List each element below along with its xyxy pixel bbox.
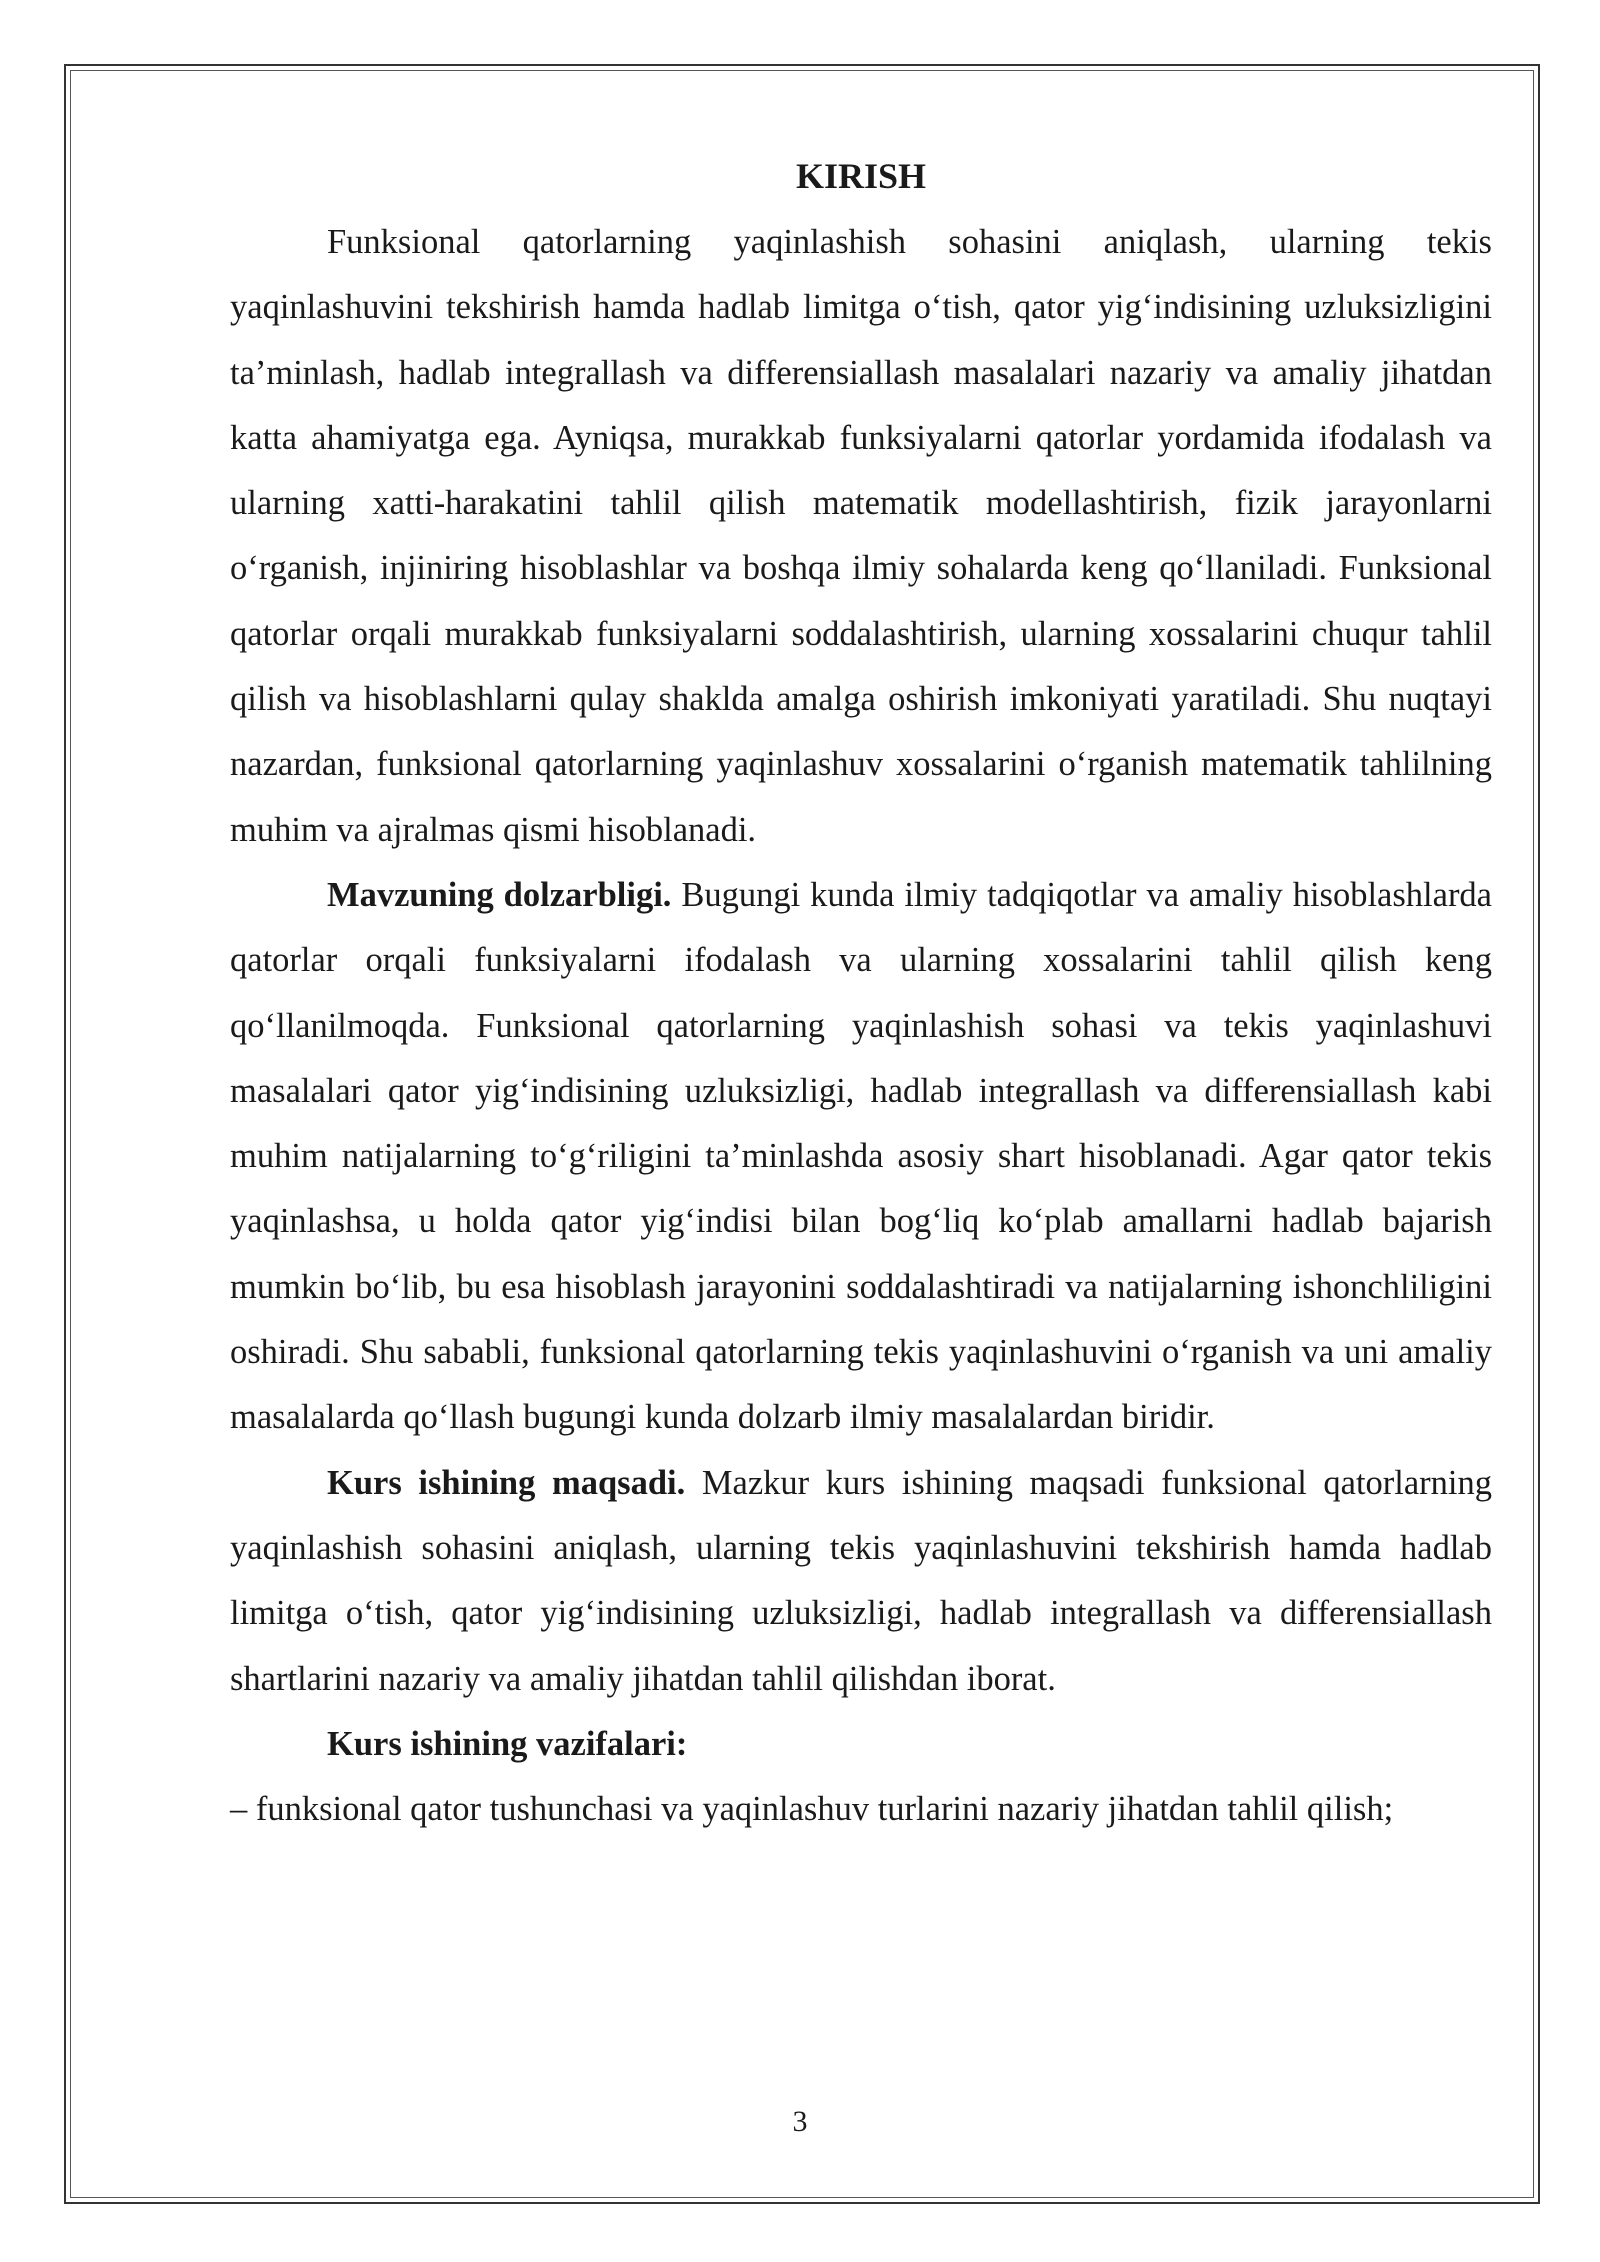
relevance-heading: Mavzuning dolzarbligi. — [327, 875, 672, 914]
tasks-heading: Kurs ishining vazifalari: — [327, 1724, 688, 1763]
task-item: – funksional qator tushunchasi va yaqinlashuv turlarini nazariy jihatdan tahlil qilish; — [230, 1790, 1394, 1829]
goal-paragraph — [230, 1451, 1492, 1712]
intro-paragraph: Funksional qatorlarning yaqinlashish sohasini aniqlash, ularning tekis yaqinlashuvini tekshirish hamda hadlab limitga o‘tish, qator yig‘indisining uzluksizligini ta’minlash, hadlab integrallash va differensiallash masalalari nazariy va amaliy jihatdan katta ahamiyatga ega. Ayniqsa, murakkab funksiyalarni qatorlar yordamida ifodalash va ularning xatti-harakatini tahlil qilish matematik modellashtirish, fizik jarayonlarni o‘rganish, injiniring hisoblashlar va boshqa ilmiy sohalarda keng qo‘llaniladi. Funksional qatorlar orqali murakkab funksiyalarni soddalashtirish, ularning xossalarini chuqur tahlil qilish va hisoblashlarni qulay shaklda amalga oshirish imkoniyati yaratiladi. Shu nuqtayi nazardan, funksional qatorlarning yaqinlashuv xossalarini o‘rganish matematik tahlilning muhim va ajralmas qismi hisoblanadi. — [230, 223, 1492, 849]
page-content — [230, 148, 1492, 1842]
page-number: 3 — [792, 2105, 808, 2138]
page-title: KIRISH — [795, 156, 927, 196]
relevance-text: Bugungi kunda ilmiy tadqiqotlar va amaliy hisoblashlarda qatorlar orqali funksiyalarni ifodalash va ularning xossalarini tahlil qilish keng qo‘llanilmoqda. Funksional qatorlarning yaqinlashish sohasi va tekis yaqinlashuvi masalalari qator yig‘indisining uzluksizligi, hadlab integrallash va differensiallash kabi muhim natijalarning to‘g‘riligini ta’minlashda asosiy shart hisoblanadi. Agar qator tekis yaqinlashsa, u holda qator yig‘indisi bilan bog‘liq ko‘plab amallarni hadlab bajarish mumkin bo‘lib, bu esa hisoblash jarayonini soddalashtiradi va natijalarning ishonchliligini oshiradi. Shu sababli, funksional qatorlarning tekis yaqinlashuvini o‘rganish va uni amaliy masalalarda qo‘llash bugungi kunda dolzarb ilmiy masalalardan biridir. — [230, 875, 1492, 1437]
goal-heading: Kurs ishining maqsadi. — [327, 1463, 686, 1502]
goal-text: Mazkur kurs ishining maqsadi funksional qatorlarning yaqinlashish sohasini aniqlash, ularning tekis yaqinlashuvini tekshirish hamda hadlab limitga o‘tish, qator yig‘indisining uzluksizligi, hadlab integrallash va differensiallash shartlarini nazariy va amaliy jihatdan tahlil qilishdan iborat. — [230, 1463, 1492, 1698]
relevance-paragraph — [230, 863, 1492, 1451]
